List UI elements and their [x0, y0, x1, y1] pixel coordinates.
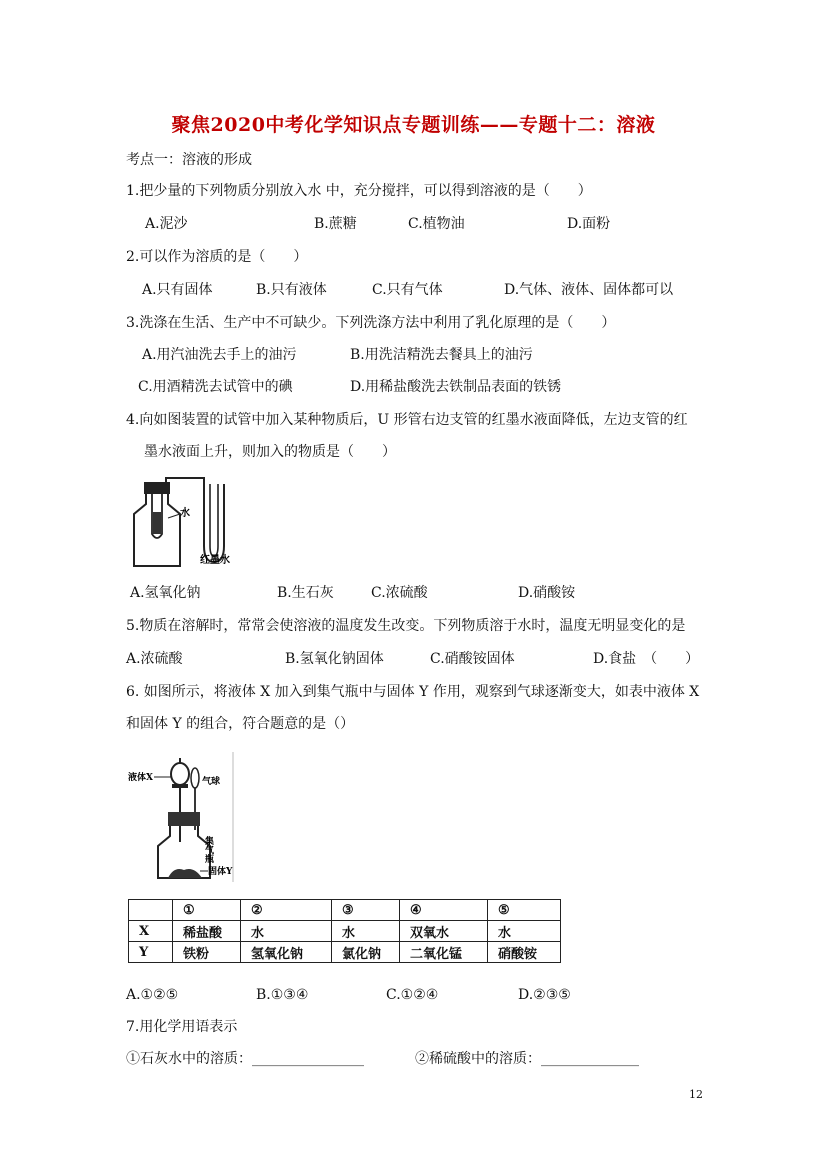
table-cell: 水 [488, 921, 561, 942]
q4-option-a: A.氢氧化钠 [130, 585, 201, 601]
label-red-ink: 红墨水 [200, 555, 230, 566]
q4-option-d: D.硝酸铵 [518, 585, 576, 601]
label-liquid-x: 液体X [128, 773, 153, 783]
q3-option-b: B.用洗洁精洗去餐具上的油污 [350, 347, 533, 363]
table-row [129, 942, 561, 963]
q2-option-a: A.只有固体 [142, 282, 213, 298]
q5-option-c: C.硝酸铵固体 [430, 651, 515, 667]
label-balloon: 气球 [202, 777, 221, 787]
table-cell: ⑤ [488, 900, 561, 921]
question-5-stem: 5.物质在溶解时，常常会使溶液的温度发生改变。下列物质溶于水时，温度无明显变化的是 [126, 618, 686, 634]
label-bottle: 集气瓶 [203, 836, 213, 863]
table-cell: Y [129, 942, 173, 963]
q7-blank-2: ②稀硫酸中的溶质：______________ [415, 1051, 639, 1067]
question-7-stem: 7.用化学用语表示 [126, 1019, 238, 1035]
table-cell: 氯化钠 [332, 942, 400, 963]
question-3-stem: 3.洗涤在生活、生产中不可缺少。下列洗涤方法中利用了乳化原理的是（ ） [126, 315, 616, 331]
q6-combination-table [128, 899, 561, 963]
q6-apparatus-figure [128, 752, 238, 882]
q2-option-c: C.只有气体 [372, 282, 443, 298]
q4-option-c: C.浓硫酸 [371, 585, 428, 601]
table-cell: 二氧化锰 [400, 942, 488, 963]
q1-option-a: A.泥沙 [145, 216, 188, 232]
q5-option-d: D.食盐 （ ） [593, 651, 700, 667]
q6-option-b: B.①③④ [256, 987, 309, 1003]
label-water: 水 [180, 508, 190, 519]
page-number: 12 [689, 1088, 703, 1101]
q4-option-b: B.生石灰 [277, 585, 334, 601]
q1-option-b: B.蔗糖 [314, 216, 357, 232]
q3-option-d: D.用稀盐酸洗去铁制品表面的铁锈 [350, 379, 562, 395]
table-cell: ① [173, 900, 241, 921]
table-row [129, 921, 561, 942]
q3-option-a: A.用汽油洗去手上的油污 [142, 347, 297, 363]
table-cell: 双氧水 [400, 921, 488, 942]
question-1-stem: 1.把少量的下列物质分别放入水 中，充分搅拌，可以得到溶液的是（ ） [126, 183, 592, 199]
label-solid-y: 固体Y [208, 867, 233, 877]
question-2-stem: 2.可以作为溶质的是（ ） [126, 249, 308, 265]
table-header-row [129, 900, 561, 921]
table-cell: ② [241, 900, 332, 921]
table-cell: 水 [332, 921, 400, 942]
q5-option-a: A.浓硫酸 [126, 651, 183, 667]
table-cell: 水 [241, 921, 332, 942]
table-cell: 氢氧化钠 [241, 942, 332, 963]
q2-option-d: D.气体、液体、固体都可以 [504, 282, 674, 298]
q2-option-b: B.只有液体 [256, 282, 327, 298]
section-heading: 考点一：溶液的形成 [126, 152, 252, 168]
question-4-stem-line1: 4.向如图装置的试管中加入某种物质后，U 形管右边支管的红墨水液面降低，左边支管的红 [126, 412, 688, 428]
question-6-stem-line2: 和固体 Y 的组合，符合题意的是（） [126, 716, 355, 732]
question-6-stem-line1: 6. 如图所示，将液体 X 加入到集气瓶中与固体 Y 作用，观察到气球逐渐变大，如表中液体 X [126, 684, 700, 700]
table-cell: 稀盐酸 [173, 921, 241, 942]
q6-option-c: C.①②④ [386, 987, 439, 1003]
table-cell: ④ [400, 900, 488, 921]
table-cell: X [129, 921, 173, 942]
table-cell: 硝酸铵 [488, 942, 561, 963]
q1-option-d: D.面粉 [567, 216, 611, 232]
question-4-stem-line2: 墨水液面上升，则加入的物质是（ ） [144, 444, 396, 460]
q7-blank-1: ①石灰水中的溶质：________________ [126, 1051, 364, 1067]
q6-option-a: A.①②⑤ [126, 987, 179, 1003]
q4-apparatus-figure [128, 474, 243, 574]
table-cell [129, 900, 173, 921]
page-title: 聚焦2020中考化学知识点专题训练——专题十二：溶液 [171, 114, 656, 136]
q5-option-b: B.氢氧化钠固体 [285, 651, 384, 667]
q1-option-c: C.植物油 [408, 216, 465, 232]
table-cell: ③ [332, 900, 400, 921]
table-cell: 铁粉 [173, 942, 241, 963]
q3-option-c: C.用酒精洗去试管中的碘 [138, 379, 293, 395]
q6-option-d: D.②③⑤ [518, 987, 571, 1003]
